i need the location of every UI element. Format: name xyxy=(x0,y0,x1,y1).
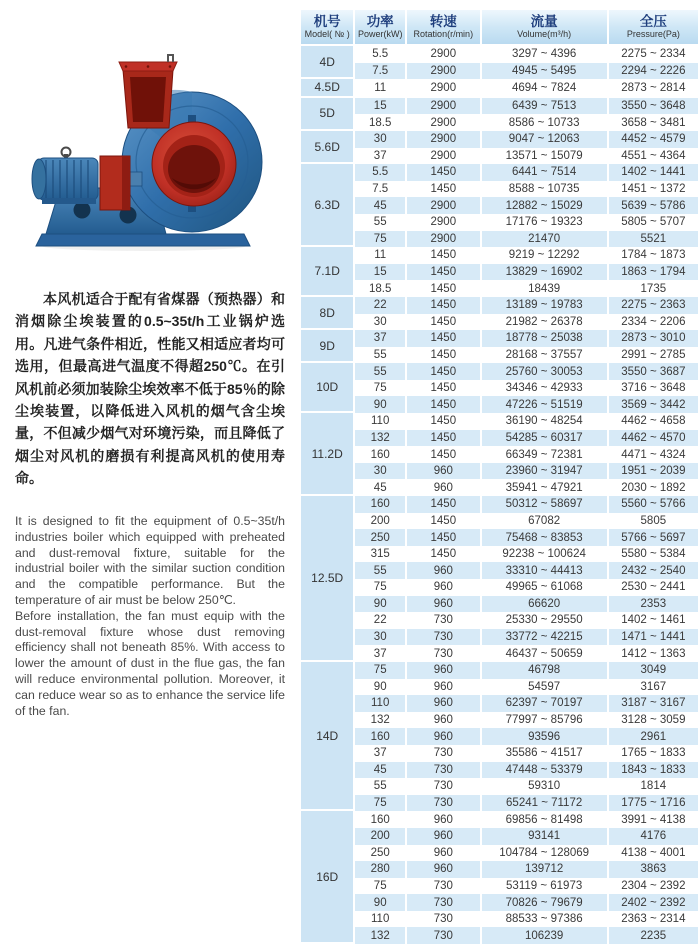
power-cell: 22 xyxy=(353,612,405,629)
pressure-cell: 2402 ~ 2392 xyxy=(607,894,698,911)
table-row xyxy=(301,297,698,314)
rotation-cell: 960 xyxy=(405,845,480,862)
volume-cell: 21982 ~ 26378 xyxy=(480,314,607,331)
power-cell: 75 xyxy=(353,380,405,397)
left-panel xyxy=(0,0,296,945)
column-header-volume: 流量 Volume(m³/h) xyxy=(480,10,607,46)
table-row xyxy=(301,314,698,331)
pressure-cell: 3569 ~ 3442 xyxy=(607,396,698,413)
pressure-cell: 4462 ~ 4570 xyxy=(607,430,698,447)
table-row xyxy=(301,828,698,845)
power-cell: 55 xyxy=(353,347,405,364)
power-cell: 160 xyxy=(353,496,405,513)
rotation-cell: 1450 xyxy=(405,380,480,397)
volume-cell: 49965 ~ 61068 xyxy=(480,579,607,596)
table-row xyxy=(301,164,698,181)
power-cell: 75 xyxy=(353,662,405,679)
rotation-cell: 730 xyxy=(405,911,480,928)
model-cell: 6.3D xyxy=(301,164,353,247)
power-cell: 37 xyxy=(353,148,405,165)
model-cell: 14D xyxy=(301,662,353,811)
power-cell: 30 xyxy=(353,314,405,331)
rotation-cell: 960 xyxy=(405,579,480,596)
table-row xyxy=(301,629,698,646)
rotation-cell: 1450 xyxy=(405,330,480,347)
table-row xyxy=(301,463,698,480)
volume-cell: 17176 ~ 19323 xyxy=(480,214,607,231)
table-row xyxy=(301,396,698,413)
rotation-cell: 730 xyxy=(405,645,480,662)
volume-cell: 69856 ~ 81498 xyxy=(480,811,607,828)
rotation-cell: 2900 xyxy=(405,197,480,214)
pressure-cell: 1843 ~ 1833 xyxy=(607,762,698,779)
rotation-cell: 1450 xyxy=(405,396,480,413)
column-header-power: 功率 Power(kW) xyxy=(353,10,405,46)
volume-cell: 104784 ~ 128069 xyxy=(480,845,607,862)
model-cell: 10D xyxy=(301,363,353,413)
table-header xyxy=(301,10,698,46)
table-row xyxy=(301,247,698,264)
table-row xyxy=(301,679,698,696)
volume-cell: 106239 xyxy=(480,927,607,944)
table-row xyxy=(301,762,698,779)
pressure-cell: 5805 ~ 5707 xyxy=(607,214,698,231)
pressure-cell: 4138 ~ 4001 xyxy=(607,845,698,862)
table-row xyxy=(301,479,698,496)
table-row xyxy=(301,430,698,447)
pressure-cell: 1863 ~ 1794 xyxy=(607,264,698,281)
pressure-cell: 1951 ~ 2039 xyxy=(607,463,698,480)
volume-cell: 54597 xyxy=(480,679,607,696)
power-cell: 11 xyxy=(353,247,405,264)
model-cell: 11.2D xyxy=(301,413,353,496)
power-cell: 250 xyxy=(353,845,405,862)
english-paragraph-1: It is designed to fit the equipment of 0.5~35t/h industries boiler which equipped with preheated and dust-removal fixture, suitable for the industrial boiler with the similar suction condition and the compatible performance. But the temperature of air must be below 250℃. xyxy=(15,514,285,607)
rotation-cell: 730 xyxy=(405,745,480,762)
rotation-cell: 1450 xyxy=(405,446,480,463)
power-cell: 160 xyxy=(353,446,405,463)
volume-cell: 59310 xyxy=(480,778,607,795)
model-cell: 12.5D xyxy=(301,496,353,662)
volume-cell: 4694 ~ 7824 xyxy=(480,79,607,98)
power-cell: 250 xyxy=(353,529,405,546)
model-cell: 8D xyxy=(301,297,353,330)
english-paragraph-2: Before installation, the fan must equip with the dust-removal fixture whose dust removing efficiency shall not beneath 85%. With access to lower the amount of dust in the flue gas, the fan will reduce environmental pollution. Moreover, it can reduce wear so as to enhance the service life of the fan. xyxy=(15,608,286,718)
power-cell: 15 xyxy=(353,264,405,281)
pressure-cell: 5560 ~ 5766 xyxy=(607,496,698,513)
column-header-model: 机号 Model( № ) xyxy=(301,10,353,46)
power-cell: 7.5 xyxy=(353,181,405,198)
power-cell: 110 xyxy=(353,413,405,430)
pressure-cell: 5580 ~ 5384 xyxy=(607,546,698,563)
rotation-cell: 1450 xyxy=(405,430,480,447)
table-row xyxy=(301,46,698,63)
table-row xyxy=(301,562,698,579)
rotation-cell: 730 xyxy=(405,762,480,779)
power-cell: 55 xyxy=(353,778,405,795)
volume-cell: 4945 ~ 5495 xyxy=(480,63,607,80)
volume-cell: 34346 ~ 42933 xyxy=(480,380,607,397)
table-row xyxy=(301,878,698,895)
rotation-cell: 960 xyxy=(405,828,480,845)
power-cell: 132 xyxy=(353,712,405,729)
pressure-cell: 2275 ~ 2363 xyxy=(607,297,698,314)
rotation-cell: 730 xyxy=(405,795,480,812)
table-row xyxy=(301,845,698,862)
volume-cell: 8586 ~ 10733 xyxy=(480,114,607,131)
pressure-cell: 1784 ~ 1873 xyxy=(607,247,698,264)
rotation-cell: 1450 xyxy=(405,347,480,364)
volume-cell: 66349 ~ 72381 xyxy=(480,446,607,463)
power-cell: 11 xyxy=(353,79,405,98)
model-cell: 4.5D xyxy=(301,79,353,98)
pressure-cell: 4471 ~ 4324 xyxy=(607,446,698,463)
pressure-cell: 3049 xyxy=(607,662,698,679)
table-row xyxy=(301,114,698,131)
volume-cell: 66620 xyxy=(480,596,607,613)
table-row xyxy=(301,496,698,513)
table-row xyxy=(301,728,698,745)
pressure-cell: 1412 ~ 1363 xyxy=(607,645,698,662)
pressure-cell: 1471 ~ 1441 xyxy=(607,629,698,646)
table-row xyxy=(301,214,698,231)
pressure-cell: 3658 ~ 3481 xyxy=(607,114,698,131)
column-header-rotation: 转速 Rotation(r/min) xyxy=(405,10,480,46)
table-row xyxy=(301,795,698,812)
pressure-cell: 4176 xyxy=(607,828,698,845)
volume-cell: 35586 ~ 41517 xyxy=(480,745,607,762)
rotation-cell: 960 xyxy=(405,712,480,729)
volume-cell: 6439 ~ 7513 xyxy=(480,98,607,115)
rotation-cell: 1450 xyxy=(405,546,480,563)
power-cell: 75 xyxy=(353,795,405,812)
centrifugal-fan-illustration xyxy=(22,40,274,252)
table-row xyxy=(301,712,698,729)
power-cell: 90 xyxy=(353,894,405,911)
column-header-pressure: 全压 Pressure(Pa) xyxy=(607,10,698,46)
power-cell: 200 xyxy=(353,513,405,530)
pressure-cell: 1775 ~ 1716 xyxy=(607,795,698,812)
rotation-cell: 1450 xyxy=(405,247,480,264)
pressure-cell: 5766 ~ 5697 xyxy=(607,529,698,546)
pressure-cell: 2030 ~ 1892 xyxy=(607,479,698,496)
power-cell: 55 xyxy=(353,214,405,231)
power-cell: 200 xyxy=(353,828,405,845)
pressure-cell: 5805 xyxy=(607,513,698,530)
volume-cell: 21470 xyxy=(480,231,607,248)
rotation-cell: 1450 xyxy=(405,164,480,181)
chinese-description: 本风机适合于配有省煤器（预热器）和消烟除尘埃装置的0.5~35t/h工业锅炉选用。凡进气条件相近，性能又相适应者均可选用，但最高进气温度不得超250℃。在引风机前必须加装除尘埃效率不低于85％的除尘埃装置，以降低进入风机的烟气含尘埃量，不但减少烟气对环境污染，而且降低了烟尘对风机的磨损有利提高风机的使用寿命。 xyxy=(15,291,285,487)
model-cell: 16D xyxy=(301,811,353,944)
pressure-cell: 2530 ~ 2441 xyxy=(607,579,698,596)
table-row xyxy=(301,513,698,530)
power-cell: 37 xyxy=(353,745,405,762)
volume-cell: 28168 ~ 37557 xyxy=(480,347,607,364)
volume-cell: 70826 ~ 79679 xyxy=(480,894,607,911)
pressure-cell: 4551 ~ 4364 xyxy=(607,148,698,165)
volume-cell: 92238 ~ 100624 xyxy=(480,546,607,563)
rotation-cell: 960 xyxy=(405,861,480,878)
model-cell: 5.6D xyxy=(301,131,353,164)
power-cell: 280 xyxy=(353,861,405,878)
rotation-cell: 2900 xyxy=(405,46,480,63)
table-row xyxy=(301,695,698,712)
rotation-cell: 960 xyxy=(405,463,480,480)
volume-cell: 23960 ~ 31947 xyxy=(480,463,607,480)
rotation-cell: 960 xyxy=(405,728,480,745)
volume-cell: 36190 ~ 48254 xyxy=(480,413,607,430)
english-description xyxy=(15,514,285,719)
volume-cell: 35941 ~ 47921 xyxy=(480,479,607,496)
rotation-cell: 2900 xyxy=(405,98,480,115)
volume-cell: 6441 ~ 7514 xyxy=(480,164,607,181)
specification-table xyxy=(301,10,698,944)
rotation-cell: 2900 xyxy=(405,148,480,165)
power-cell: 18.5 xyxy=(353,114,405,131)
pressure-cell: 5639 ~ 5786 xyxy=(607,197,698,214)
table-row xyxy=(301,811,698,828)
rotation-cell: 1450 xyxy=(405,280,480,297)
power-cell: 132 xyxy=(353,927,405,944)
volume-cell: 13189 ~ 19783 xyxy=(480,297,607,314)
rotation-cell: 730 xyxy=(405,612,480,629)
table-row xyxy=(301,745,698,762)
volume-cell: 93596 xyxy=(480,728,607,745)
rotation-cell: 1450 xyxy=(405,413,480,430)
power-cell: 15 xyxy=(353,98,405,115)
power-cell: 160 xyxy=(353,728,405,745)
pressure-cell: 2235 xyxy=(607,927,698,944)
volume-cell: 54285 ~ 60317 xyxy=(480,430,607,447)
table-row xyxy=(301,63,698,80)
volume-cell: 50312 ~ 58697 xyxy=(480,496,607,513)
pressure-cell: 3991 ~ 4138 xyxy=(607,811,698,828)
power-cell: 37 xyxy=(353,645,405,662)
rotation-cell: 960 xyxy=(405,695,480,712)
power-cell: 90 xyxy=(353,596,405,613)
pressure-cell: 2353 xyxy=(607,596,698,613)
rotation-cell: 960 xyxy=(405,662,480,679)
table-row xyxy=(301,413,698,430)
power-cell: 90 xyxy=(353,679,405,696)
power-cell: 18.5 xyxy=(353,280,405,297)
power-cell: 45 xyxy=(353,762,405,779)
pressure-cell: 4452 ~ 4579 xyxy=(607,131,698,148)
model-cell: 9D xyxy=(301,330,353,363)
rotation-cell: 1450 xyxy=(405,264,480,281)
power-cell: 30 xyxy=(353,463,405,480)
table-row xyxy=(301,264,698,281)
rotation-cell: 2900 xyxy=(405,231,480,248)
volume-cell: 62397 ~ 70197 xyxy=(480,695,607,712)
pressure-cell: 1814 xyxy=(607,778,698,795)
power-cell: 45 xyxy=(353,479,405,496)
volume-cell: 3297 ~ 4396 xyxy=(480,46,607,63)
rotation-cell: 1450 xyxy=(405,297,480,314)
table-row xyxy=(301,181,698,198)
power-cell: 110 xyxy=(353,695,405,712)
right-panel xyxy=(301,10,698,944)
power-cell: 5.5 xyxy=(353,164,405,181)
table-row xyxy=(301,662,698,679)
rotation-cell: 1450 xyxy=(405,529,480,546)
model-cell: 5D xyxy=(301,98,353,131)
rotation-cell: 1450 xyxy=(405,314,480,331)
power-cell: 37 xyxy=(353,330,405,347)
pressure-cell: 1402 ~ 1441 xyxy=(607,164,698,181)
volume-cell: 12882 ~ 15029 xyxy=(480,197,607,214)
rotation-cell: 1450 xyxy=(405,496,480,513)
table-row xyxy=(301,546,698,563)
pressure-cell: 1402 ~ 1461 xyxy=(607,612,698,629)
volume-cell: 13571 ~ 15079 xyxy=(480,148,607,165)
table-row xyxy=(301,330,698,347)
table-row xyxy=(301,79,698,98)
pressure-cell: 2432 ~ 2540 xyxy=(607,562,698,579)
model-cell: 7.1D xyxy=(301,247,353,297)
volume-cell: 139712 xyxy=(480,861,607,878)
pressure-cell: 3128 ~ 3059 xyxy=(607,712,698,729)
rotation-cell: 960 xyxy=(405,811,480,828)
pressure-cell: 2961 xyxy=(607,728,698,745)
volume-cell: 33772 ~ 42215 xyxy=(480,629,607,646)
table-row xyxy=(301,380,698,397)
pressure-cell: 2873 ~ 2814 xyxy=(607,79,698,98)
table-row xyxy=(301,98,698,115)
pressure-cell: 1451 ~ 1372 xyxy=(607,181,698,198)
pressure-cell: 2363 ~ 2314 xyxy=(607,911,698,928)
rotation-cell: 730 xyxy=(405,878,480,895)
power-cell: 75 xyxy=(353,878,405,895)
pressure-cell: 3187 ~ 3167 xyxy=(607,695,698,712)
volume-cell: 47226 ~ 51519 xyxy=(480,396,607,413)
power-cell: 5.5 xyxy=(353,46,405,63)
power-cell: 75 xyxy=(353,579,405,596)
volume-cell: 46798 xyxy=(480,662,607,679)
table-row xyxy=(301,596,698,613)
pressure-cell: 2275 ~ 2334 xyxy=(607,46,698,63)
volume-cell: 46437 ~ 50659 xyxy=(480,645,607,662)
table-row xyxy=(301,778,698,795)
table-row xyxy=(301,231,698,248)
volume-cell: 65241 ~ 71172 xyxy=(480,795,607,812)
table-row xyxy=(301,645,698,662)
table-row xyxy=(301,894,698,911)
fan-product-photo xyxy=(22,40,274,252)
volume-cell: 25760 ~ 30053 xyxy=(480,363,607,380)
rotation-cell: 730 xyxy=(405,778,480,795)
pressure-cell: 2304 ~ 2392 xyxy=(607,878,698,895)
rotation-cell: 2900 xyxy=(405,114,480,131)
rotation-cell: 960 xyxy=(405,679,480,696)
volume-cell: 25330 ~ 29550 xyxy=(480,612,607,629)
volume-cell: 9219 ~ 12292 xyxy=(480,247,607,264)
power-cell: 7.5 xyxy=(353,63,405,80)
volume-cell: 53119 ~ 61973 xyxy=(480,878,607,895)
pressure-cell: 3550 ~ 3687 xyxy=(607,363,698,380)
volume-cell: 18778 ~ 25038 xyxy=(480,330,607,347)
power-cell: 75 xyxy=(353,231,405,248)
volume-cell: 33310 ~ 44413 xyxy=(480,562,607,579)
pressure-cell: 2334 ~ 2206 xyxy=(607,314,698,331)
power-cell: 30 xyxy=(353,629,405,646)
volume-cell: 77997 ~ 85796 xyxy=(480,712,607,729)
pressure-cell: 3167 xyxy=(607,679,698,696)
power-cell: 22 xyxy=(353,297,405,314)
rotation-cell: 2900 xyxy=(405,214,480,231)
rotation-cell: 1450 xyxy=(405,513,480,530)
rotation-cell: 730 xyxy=(405,894,480,911)
rotation-cell: 1450 xyxy=(405,363,480,380)
power-cell: 90 xyxy=(353,396,405,413)
power-cell: 55 xyxy=(353,363,405,380)
pressure-cell: 3550 ~ 3648 xyxy=(607,98,698,115)
rotation-cell: 960 xyxy=(405,479,480,496)
power-cell: 132 xyxy=(353,430,405,447)
pressure-cell: 5521 xyxy=(607,231,698,248)
volume-cell: 93141 xyxy=(480,828,607,845)
volume-cell: 18439 xyxy=(480,280,607,297)
table-row xyxy=(301,579,698,596)
rotation-cell: 2900 xyxy=(405,63,480,80)
volume-cell: 9047 ~ 12063 xyxy=(480,131,607,148)
volume-cell: 8588 ~ 10735 xyxy=(480,181,607,198)
power-cell: 110 xyxy=(353,911,405,928)
rotation-cell: 730 xyxy=(405,629,480,646)
rotation-cell: 960 xyxy=(405,596,480,613)
table-row xyxy=(301,861,698,878)
pressure-cell: 2294 ~ 2226 xyxy=(607,63,698,80)
table-row xyxy=(301,280,698,297)
pressure-cell: 3863 xyxy=(607,861,698,878)
table-row xyxy=(301,131,698,148)
table-row xyxy=(301,347,698,364)
model-cell: 4D xyxy=(301,46,353,79)
pressure-cell: 1735 xyxy=(607,280,698,297)
rotation-cell: 2900 xyxy=(405,79,480,98)
rotation-cell: 1450 xyxy=(405,181,480,198)
table-row xyxy=(301,148,698,165)
volume-cell: 47448 ~ 53379 xyxy=(480,762,607,779)
rotation-cell: 730 xyxy=(405,927,480,944)
volume-cell: 13829 ~ 16902 xyxy=(480,264,607,281)
rotation-cell: 960 xyxy=(405,562,480,579)
volume-cell: 88533 ~ 97386 xyxy=(480,911,607,928)
volume-cell: 67082 xyxy=(480,513,607,530)
power-cell: 315 xyxy=(353,546,405,563)
power-cell: 45 xyxy=(353,197,405,214)
volume-cell: 75468 ~ 83853 xyxy=(480,529,607,546)
table-row xyxy=(301,363,698,380)
table-row xyxy=(301,197,698,214)
pressure-cell: 2873 ~ 3010 xyxy=(607,330,698,347)
table-row xyxy=(301,529,698,546)
table-row xyxy=(301,927,698,944)
table-body xyxy=(301,46,698,944)
pressure-cell: 1765 ~ 1833 xyxy=(607,745,698,762)
table-row xyxy=(301,911,698,928)
pressure-cell: 4462 ~ 4658 xyxy=(607,413,698,430)
pressure-cell: 3716 ~ 3648 xyxy=(607,380,698,397)
rotation-cell: 2900 xyxy=(405,131,480,148)
power-cell: 30 xyxy=(353,131,405,148)
table-row xyxy=(301,612,698,629)
table-row xyxy=(301,446,698,463)
power-cell: 55 xyxy=(353,562,405,579)
pressure-cell: 2991 ~ 2785 xyxy=(607,347,698,364)
power-cell: 160 xyxy=(353,811,405,828)
